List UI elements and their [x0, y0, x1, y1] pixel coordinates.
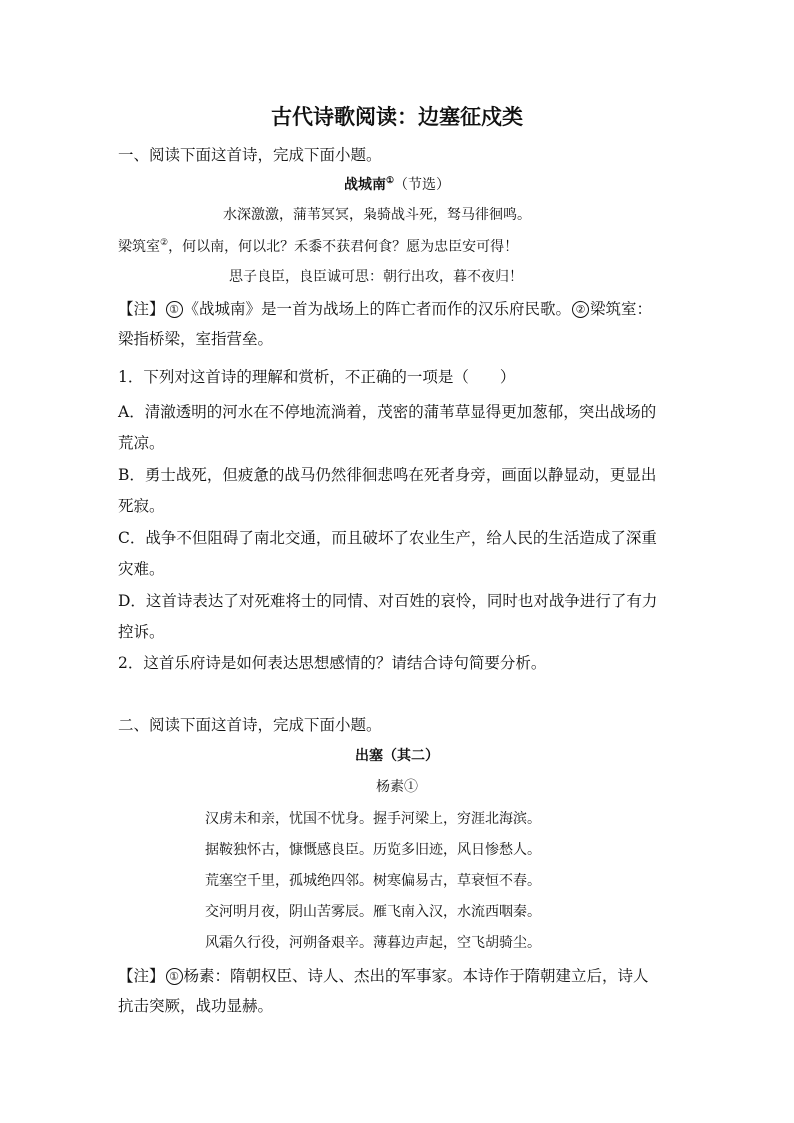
- note2-cont: 抗击突厥，战功显赫。: [118, 997, 274, 1015]
- section1-heading: 一、阅读下面这首诗，完成下面小题。: [118, 146, 382, 164]
- poem1-title-text: 战城南: [343, 177, 386, 193]
- poem2-line: 据鞍独怀古，慷慨感良臣。历览多旧迹，风日惨愁人。: [205, 842, 541, 858]
- poem2-author: 杨素①: [376, 779, 418, 795]
- poem1-line-part: 梁筑室: [118, 239, 160, 255]
- poem2-line: 荒塞空千里，孤城绝四邻。树寒偏易古，草衰恒不春。: [205, 873, 541, 889]
- page-title: 古代诗歌阅读：边塞征戍类: [271, 104, 523, 129]
- poem2-line: 交河明月夜，阴山苦雾辰。雁飞南入汉，水流西咽秦。: [205, 904, 541, 920]
- question-1: 1．下列对这首诗的理解和赏析，不正确的一项是（ ）: [118, 368, 516, 386]
- poem1-line-part: ，何以南，何以北？禾黍不获君何食？愿为忠臣安可得！: [168, 239, 519, 255]
- poem1-title: [0, 177, 794, 192]
- poem2-line: 风霜久行役，河朔备艰辛。薄暮边声起，空飞胡骑尘。: [205, 935, 541, 951]
- note1-num2: ②: [572, 301, 589, 318]
- note1-text1: 《战城南》是一首为战场上的阵亡者而作的汉乐府民歌。: [183, 300, 572, 318]
- note2-text1: 杨素：隋朝权臣、诗人、杰出的军事家。本诗作于隋朝建立后，诗人: [183, 967, 649, 985]
- option-c-cont: 灾难。: [118, 560, 165, 578]
- option-d-cont: 控诉。: [118, 623, 165, 641]
- note1-text2: 梁筑室：: [590, 300, 653, 318]
- note1-label: 【注】: [118, 300, 165, 318]
- option-b: B．勇士战死，但疲惫的战马仍然徘徊悲鸣在死者身旁，画面以静显动，更显出: [118, 466, 657, 484]
- option-c: C．战争不但阻碍了南北交通，而且破坏了农业生产，给人民的生活造成了深重: [118, 529, 657, 547]
- question-2: 2．这首乐府诗是如何表达思想感情的？请结合诗句简要分析。: [118, 654, 547, 672]
- poem1-line: [118, 239, 518, 254]
- note1-cont: 梁指桥梁，室指营垒。: [118, 330, 274, 348]
- note1: [118, 301, 652, 318]
- poem1-line-sup: ②: [160, 238, 169, 248]
- poem1-title-sup: ①: [385, 176, 395, 186]
- option-a: A．清澈透明的河水在不停地流淌着，茂密的蒲苇草显得更加葱郁，突出战场的: [118, 403, 657, 421]
- poem1-line: 思子良臣，良臣诚可思：朝行出攻，暮不夜归！: [229, 269, 523, 285]
- poem1-line: 水深激激，蒲苇冥冥，枭骑战斗死，驽马徘徊鸣。: [223, 207, 531, 223]
- option-a-cont: 荒凉。: [118, 434, 165, 452]
- poem2-title: 出塞（其二）: [355, 748, 439, 764]
- poem1-title-note: （节选）: [394, 177, 451, 193]
- poem2-line: 汉虏未和亲，忧国不忧身。握手河梁上，穷涯北海滨。: [205, 811, 541, 827]
- option-b-cont: 死寂。: [118, 497, 165, 515]
- note1-num1: ①: [166, 301, 183, 318]
- option-d: D．这首诗表达了对死难将士的同情、对百姓的哀怜，同时也对战争进行了有力: [118, 592, 658, 610]
- section2-heading: 二、阅读下面这首诗，完成下面小题。: [118, 716, 382, 734]
- note2: [118, 968, 649, 985]
- note2-num: ①: [166, 968, 183, 985]
- note2-label: 【注】: [118, 967, 165, 985]
